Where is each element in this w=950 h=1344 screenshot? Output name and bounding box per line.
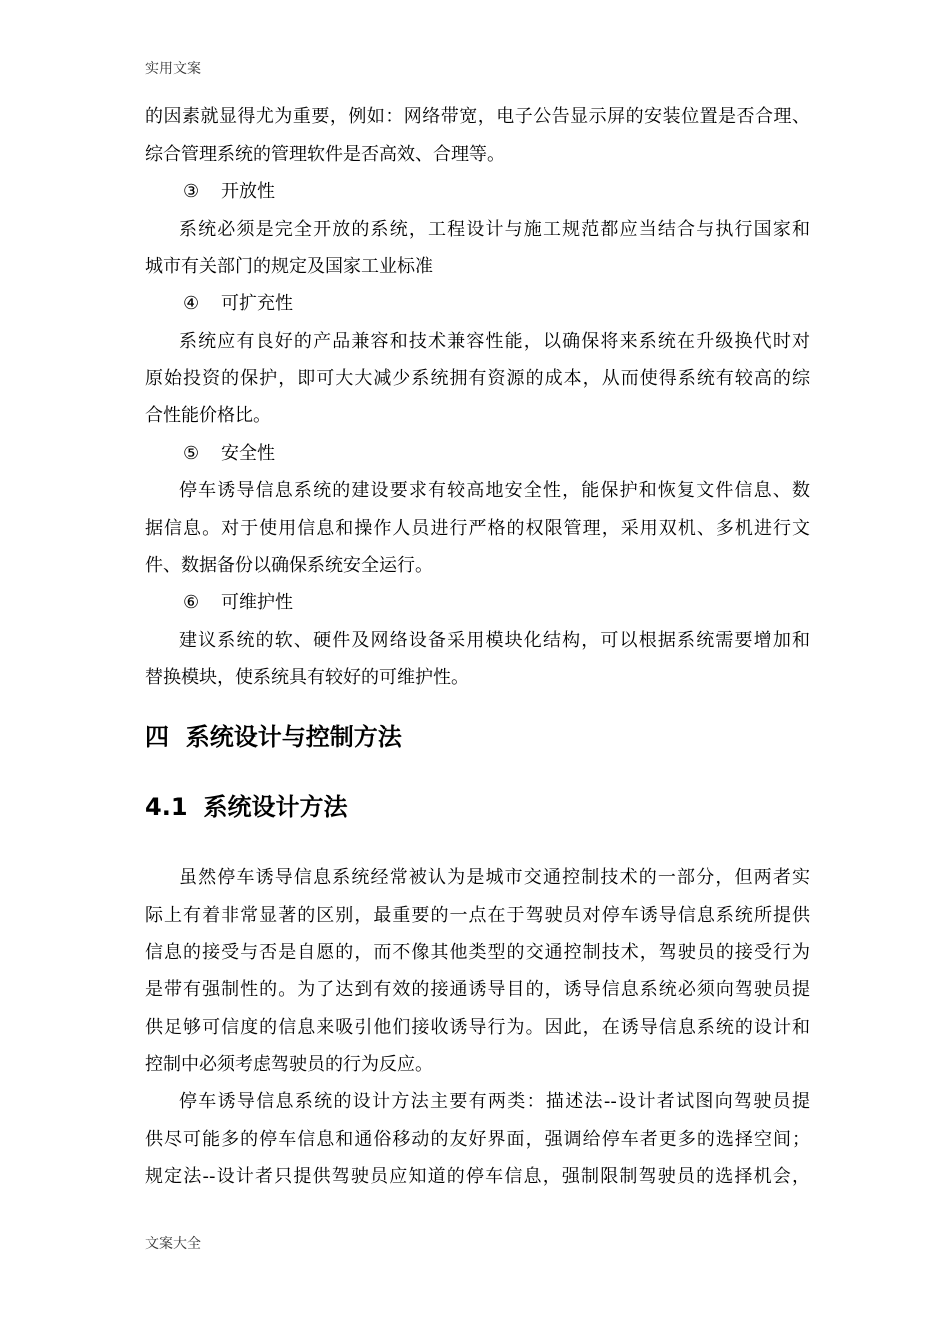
list-item-maintainability <box>183 591 293 615</box>
section-heading: 四 系统设计与控制方法 <box>145 723 402 751</box>
item-number: ③ <box>183 181 200 202</box>
paragraph-line: 控制中必须考虑驾驶员的行为反应。 <box>145 1054 433 1075</box>
paragraph-line: 供尽可能多的停车信息和通俗移动的友好界面，强调给停车者更多的选择空间； <box>145 1129 810 1150</box>
paragraph-line: 虽然停车诱导信息系统经常被认为是城市交通控制技术的一部分，但两者实 <box>179 867 810 888</box>
paragraph-line: 供足够可信度的信息来吸引他们接收诱导行为。因此，在诱导信息系统的设计和 <box>145 1017 810 1038</box>
paragraph-line: 原始投资的保护，即可大大减少系统拥有资源的成本，从而使得系统有较高的综 <box>145 368 810 389</box>
paragraph-line: 系统必须是完全开放的系统，工程设计与施工规范都应当结合与执行国家和 <box>179 219 810 240</box>
item-label: 可扩充性 <box>221 293 293 314</box>
page-footer: 文案大全 <box>145 1236 201 1252</box>
list-item-security <box>183 442 275 466</box>
list-item-scalability <box>183 292 293 316</box>
item-number: ⑤ <box>183 443 200 464</box>
list-item-openness <box>183 180 275 204</box>
subsection-number: 4.1 <box>145 793 188 821</box>
item-number: ⑥ <box>183 592 200 613</box>
item-label: 安全性 <box>221 443 275 464</box>
paragraph-line: 的因素就显得尤为重要，例如：网络带宽，电子公告显示屏的安装位置是否合理、 <box>145 106 810 127</box>
paragraph-line: 规定法--设计者只提供驾驶员应知道的停车信息，强制限制驾驶员的选择机会， <box>145 1166 810 1187</box>
paragraph-line: 合性能价格比。 <box>145 405 271 426</box>
paragraph-line: 停车诱导信息系统的建设要求有较高地安全性，能保护和恢复文件信息、数 <box>179 480 810 501</box>
paragraph-line: 停车诱导信息系统的设计方法主要有两类：描述法--设计者试图向驾驶员提 <box>179 1091 810 1112</box>
item-label: 开放性 <box>221 181 275 202</box>
paragraph-line: 替换模块，使系统具有较好的可维护性。 <box>145 667 469 688</box>
page-header: 实用文案 <box>145 61 201 77</box>
item-label: 可维护性 <box>221 592 293 613</box>
paragraph-line: 件、数据备份以确保系统安全运行。 <box>145 555 433 576</box>
paragraph-line: 信息的接受与否是自愿的，而不像其他类型的交通控制技术，驾驶员的接受行为 <box>145 942 810 963</box>
paragraph-line: 城市有关部门的规定及国家工业标准 <box>145 256 433 277</box>
subsection-heading <box>145 791 348 823</box>
paragraph-line: 建议系统的软、硬件及网络设备采用模块化结构，可以根据系统需要增加和 <box>179 630 810 651</box>
paragraph-line: 系统应有良好的产品兼容和技术兼容性能，以确保将来系统在升级换代时对 <box>179 331 810 352</box>
paragraph-line: 综合管理系统的管理软件是否高效、合理等。 <box>145 144 505 165</box>
item-number: ④ <box>183 293 200 314</box>
paragraph-line: 据信息。对于使用信息和操作人员进行严格的权限管理，采用双机、多机进行文 <box>145 518 810 539</box>
paragraph-line: 是带有强制性的。为了达到有效的接通诱导目的，诱导信息系统必须向驾驶员提 <box>145 979 810 1000</box>
subsection-title: 系统设计方法 <box>203 793 348 821</box>
paragraph-line: 际上有着非常显著的区别，最重要的一点在于驾驶员对停车诱导信息系统所提供 <box>145 905 810 926</box>
